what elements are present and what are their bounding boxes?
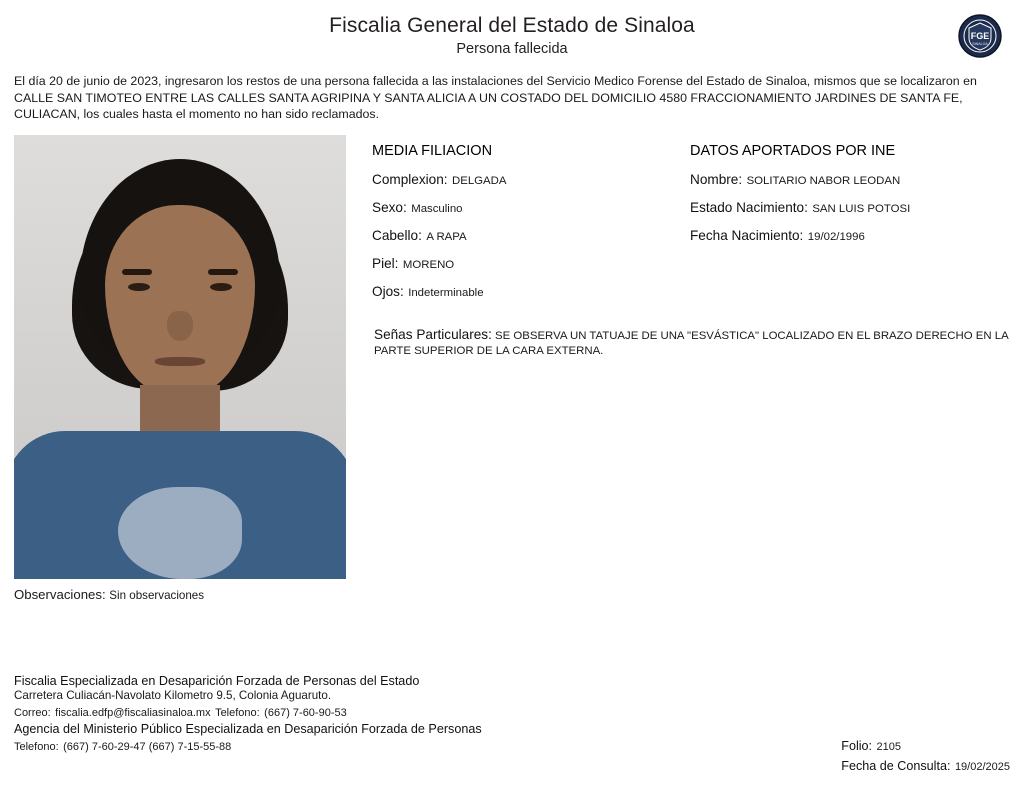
footer-correo-label: Correo:	[14, 707, 51, 719]
info-columns	[346, 135, 1010, 312]
field-estado-nacimiento	[690, 200, 1010, 217]
field-cabello-label: Cabello:	[372, 227, 422, 243]
field-fecha-nacimiento-label: Fecha Nacimiento:	[690, 227, 804, 243]
field-ojos	[372, 284, 690, 301]
field-nombre-label: Nombre:	[690, 171, 743, 187]
page-title: Fiscalia General del Estado de Sinaloa	[329, 14, 695, 37]
field-fecha-nacimiento-value: 19/02/1996	[807, 230, 865, 243]
footer-telefono-label: Telefono:	[215, 707, 260, 719]
field-piel	[372, 256, 690, 273]
footer-meta	[841, 737, 1010, 777]
body-area	[0, 135, 1024, 602]
field-fecha-nacimiento	[690, 228, 1010, 245]
fge-logo	[958, 14, 1002, 58]
senas-particulares	[374, 327, 1010, 360]
media-filiacion-heading: MEDIA FILIACION	[372, 142, 493, 159]
field-piel-value: MORENO	[402, 258, 455, 271]
footer-phones	[14, 737, 231, 755]
document-header	[0, 0, 1024, 57]
field-ojos-value: Indeterminable	[408, 286, 484, 299]
footer-folio	[841, 737, 1010, 755]
observaciones-value: Sin observaciones	[109, 588, 205, 602]
document-footer	[14, 674, 1010, 777]
page-subtitle: Persona fallecida	[456, 41, 568, 57]
field-estado-nacimiento-label: Estado Nacimiento:	[690, 199, 808, 215]
observaciones-label: Observaciones:	[14, 586, 106, 602]
senas-particulares-label: Señas Particulares:	[374, 326, 492, 342]
field-complexion-value: DELGADA	[452, 174, 507, 187]
footer-contact-line	[14, 703, 1010, 721]
field-complexion-label: Complexion:	[372, 171, 448, 187]
field-piel-label: Piel:	[372, 255, 399, 271]
senas-particulares-value: SE OBSERVA UN TATUAJE DE UNA "ESVÁSTICA" LOCALIZADO EN EL BRAZO DERECHO EN LA PARTE SUPERIOR DE LA CARA EXTERNA.	[374, 329, 1009, 358]
field-sexo-label: Sexo:	[372, 199, 407, 215]
footer-fecha-consulta-label: Fecha de Consulta:	[841, 759, 951, 773]
field-estado-nacimiento-value: SAN LUIS POTOSI	[812, 202, 911, 215]
intro-paragraph: El día 20 de junio de 2023, ingresaron los restos de una persona fallecida a las instalaciones del Servicio Medico Forense del Estado de Sinaloa, mismos que se localizaron en CALLE SAN TIMOTEO ENTRE LAS CALLES SANTA AGRIPINA Y SANTA ALICIA A UN COSTADO DEL DOMICILIO 4580 FRACCIONAMIENTO JARDINES DE SANTA FE, CULIACAN, los cuales hasta el momento no han sido reclamados.	[14, 74, 977, 122]
footer-agency-mp: Agencia del Ministerio Público Especializada en Desaparición Forzada de Personas	[14, 722, 482, 736]
footer-folio-label: Folio:	[841, 739, 873, 753]
datos-ine-column	[690, 143, 1010, 312]
photo-column	[14, 135, 346, 602]
field-sexo	[372, 200, 690, 217]
footer-telefono-value: (667) 7-60-90-53	[264, 707, 347, 719]
field-sexo-value: Masculino	[411, 202, 463, 215]
field-cabello	[372, 228, 690, 245]
footer-agency-name: Fiscalia Especializada en Desaparición Forzada de Personas del Estado	[14, 674, 420, 688]
svg-text:FGE: FGE	[970, 31, 990, 41]
svg-text:SINALOA: SINALOA	[972, 42, 988, 46]
footer-fecha-consulta-value: 19/02/2025	[954, 761, 1010, 773]
field-complexion	[372, 172, 690, 189]
footer-telefono2-value: (667) 7-60-29-47 (667) 7-15-55-88	[63, 741, 232, 753]
field-nombre-value: SOLITARIO NABOR LEODAN	[746, 174, 901, 187]
field-ojos-label: Ojos:	[372, 283, 404, 299]
footer-fecha-consulta	[841, 757, 1010, 775]
media-filiacion-column	[372, 143, 690, 312]
field-nombre	[690, 172, 1010, 189]
footer-correo-value[interactable]: fiscalia.edfp@fiscaliasinaloa.mx	[55, 707, 211, 719]
field-cabello-value: A RAPA	[426, 230, 467, 243]
footer-address: Carretera Culiacán-Navolato Kilometro 9.5, Colonia Aguaruto.	[14, 689, 332, 702]
footer-folio-value: 2105	[876, 741, 901, 753]
person-photo	[14, 135, 346, 579]
observaciones	[14, 587, 346, 602]
datos-ine-heading: DATOS APORTADOS POR INE	[690, 142, 896, 159]
footer-bottom	[14, 737, 1010, 777]
footer-telefono2-label: Telefono:	[14, 741, 59, 753]
